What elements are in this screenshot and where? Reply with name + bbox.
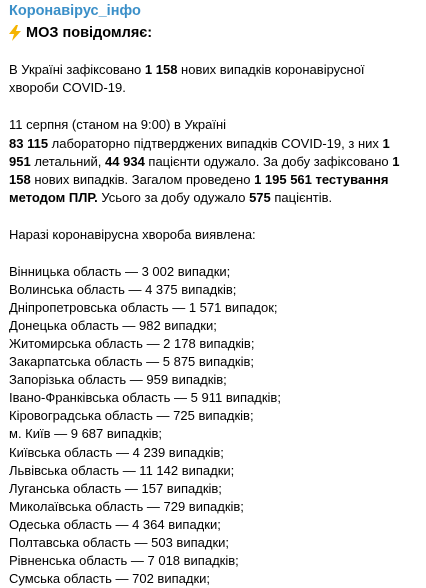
stats-line: 11 серпня (станом на 9:00) в Україні xyxy=(9,117,227,133)
lightning-bolt-icon xyxy=(9,25,21,41)
region-item: Волинська область — 4 375 випадків; xyxy=(9,281,237,297)
post-headline xyxy=(9,22,426,44)
region-item: Одеська область — 4 364 випадки; xyxy=(9,516,221,532)
region-item: Закарпатська область — 5 875 випадків; xyxy=(9,354,255,370)
channel-name[interactable]: Коронавірус_інфо xyxy=(9,3,141,19)
regions-list xyxy=(9,263,426,588)
region-item: м. Київ — 9 687 випадків; xyxy=(9,426,162,442)
headline-text: МОЗ повідомляє: xyxy=(26,25,153,41)
region-item: Луганська область — 157 випадків; xyxy=(9,480,222,496)
stats-line: 83 115 лабораторно підтверджених випадків COVID-19, з них 1 xyxy=(9,135,390,151)
stats-line: 158 нових випадків. Загалом проведено 1 195 561 тестування xyxy=(9,172,389,188)
region-item: Івано-Франківська область — 5 911 випадків; xyxy=(9,390,281,406)
intro-paragraph xyxy=(9,61,426,97)
region-item: Житомирська область — 2 178 випадків; xyxy=(9,336,255,351)
region-item: Кіровоградська область — 725 випадків; xyxy=(9,408,254,424)
region-item: Полтавська область — 503 випадки; xyxy=(9,535,230,551)
region-item: Донецька область — 982 випадки; xyxy=(9,317,217,333)
stats-line: методом ПЛР. Усього за добу одужало 575 пацієнтів. xyxy=(9,190,333,206)
stats-paragraph xyxy=(9,116,426,207)
region-item: Дніпропетровська область — 1 571 випадок; xyxy=(9,299,278,315)
region-item: Вінницька область — 3 002 випадки; xyxy=(9,263,231,279)
region-item: Київська область — 4 239 випадків; xyxy=(9,444,224,460)
intro-line: хвороби COVID-19. xyxy=(9,80,126,96)
intro-line: В Україні зафіксовано 1 158 нових випадків коронавірусної xyxy=(9,62,365,77)
region-item: Запорізька область — 959 випадків; xyxy=(9,372,227,388)
region-item: Рівненська область — 7 018 випадків; xyxy=(9,553,239,569)
stats-line: 951 летальний, 44 934 пацієнти одужало. За добу зафіксовано 1 xyxy=(9,153,400,169)
region-item: Львівська область — 11 142 випадки; xyxy=(9,462,235,478)
region-item: Сумська область — 702 випадки; xyxy=(9,571,211,587)
region-item: Миколаївська область — 729 випадків; xyxy=(9,498,244,514)
regions-intro: Наразі коронавірусна хвороба виявлена: xyxy=(9,227,256,243)
